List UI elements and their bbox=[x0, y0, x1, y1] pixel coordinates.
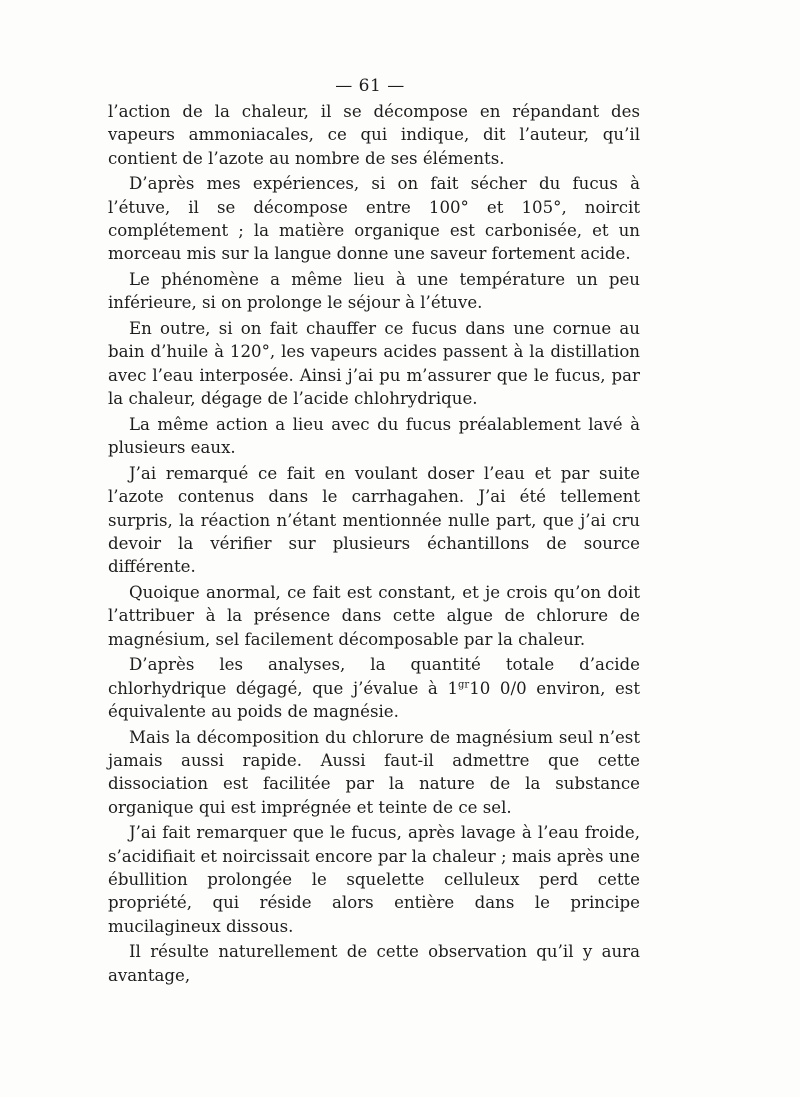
paragraph-text: 10 0/0 environ, est équivalente au poids de magnésie. bbox=[108, 678, 640, 721]
paragraph: Mais la décomposition du chlorure de magnésium seul n’est jamais aussi rapide. Aussi faut-il admettre que cette dissociation est facilitée par la nature de la substance organique qui est imprégnée et teinte de ce sel. bbox=[108, 727, 640, 817]
paragraph: J’ai remarqué ce fait en voulant doser l’eau et par suite l’azote contenus dans le carrhagahen. J’ai été tellement surpris, la réaction n’étant mentionnée nulle part, que j’ai cru devoir la vérifier sur plusieurs échantillons de source différente. bbox=[108, 463, 640, 577]
paragraph: J’ai fait remarquer que le fucus, après lavage à l’eau froide, s’acidifiait et noircissait encore par la chaleur ; mais après une ébullition prolongée le squelette celluleux perd cette propriété, qui réside alors entière dans le principe mucilagineux dissous. bbox=[108, 823, 640, 936]
page-number: — 61 — bbox=[335, 76, 405, 96]
paragraph: En outre, si on fait chauffer ce fucus dans une cornue au bain d’huile à 120°, les vapeurs acides passent à la distillation avec l’eau interposée. Ainsi j’ai pu m’assurer que le fucus, par la chaleur, dégage de l’acide chlohrydrique. bbox=[108, 319, 640, 409]
paragraph: Il résulte naturellement de cette observation qu’il y aura avantage, bbox=[108, 942, 640, 985]
paragraph bbox=[108, 653, 640, 723]
paragraph: La même action a lieu avec du fucus préalablement lavé à plusieurs eaux. bbox=[108, 414, 640, 458]
paragraph: Le phénomène a même lieu à une température un peu inférieure, si on prolonge le séjour à l’étuve. bbox=[108, 270, 640, 313]
paragraph: Quoique anormal, ce fait est constant, et je crois qu’on doit l’attribuer à la présence dans cette algue de chlorure de magnésium, sel facilement décomposable par la chaleur. bbox=[108, 582, 640, 649]
paragraph-text: D’après les analyses, la quantité totale d’acide chlorhydrique dégagé, que j’évalue à 1 bbox=[108, 655, 640, 698]
paragraph: D’après mes expériences, si on fait sécher du fucus à l’étuve, il se décompose entre 100° et 105°, noircit complétement ; la matière organique est carbonisée, et un morceau mis sur la langue donne une saveur fortement acide. bbox=[108, 174, 640, 264]
paragraph-continuation: l’action de la chaleur, il se décompose en répandant des vapeurs ammoniacales, ce qui indique, dit l’auteur, qu’il contient de l’azote au nombre de ses éléments. bbox=[108, 102, 640, 168]
superscript-unit: gr bbox=[458, 679, 470, 691]
body-text bbox=[108, 100, 640, 989]
